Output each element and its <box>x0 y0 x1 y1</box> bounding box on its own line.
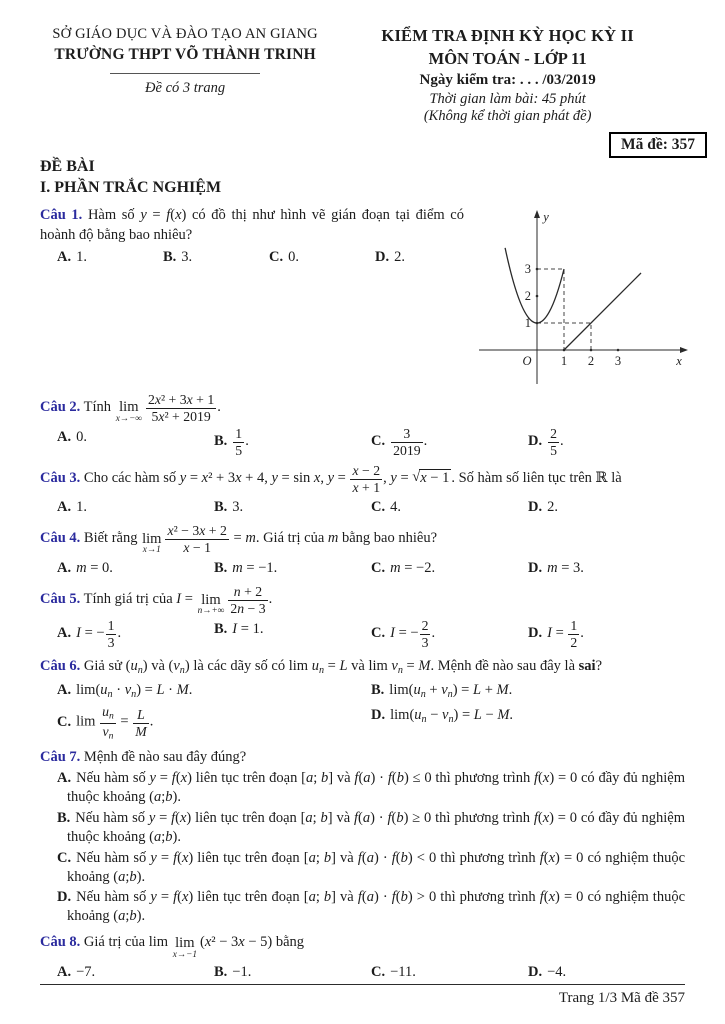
option-A: A. I = − $\frac{1}{3}$ . <box>57 617 122 650</box>
option-label: A. <box>57 559 72 576</box>
question-number: Câu 5. <box>40 591 81 608</box>
option-D: D. I = $\frac{1}{2}$ . <box>528 617 584 650</box>
x-tick-dot-2 <box>590 349 593 352</box>
options <box>40 619 685 650</box>
option-label: D. <box>371 707 386 724</box>
option-A: A. lim(un · vn) = L · M. <box>57 681 193 700</box>
school-name: TRƯỜNG THPT VÕ THÀNH TRINH <box>54 46 316 63</box>
options <box>40 962 685 983</box>
option-A: A. 1. <box>57 248 87 265</box>
option-label: C. <box>269 248 284 265</box>
option-B: B. −1. <box>214 964 252 981</box>
option-label: A. <box>57 625 72 642</box>
option-label: D. <box>528 964 543 981</box>
option-label: C. <box>371 625 386 642</box>
option-D: D. Nếu hàm số y = f(x) liên tục trên đoạn [a; b] và f(a) · f(b) > 0 thì phương trình f(x) = 0 có nghiệm thuộc khoảng (a;b). <box>57 889 686 925</box>
x-tick-label: 1 <box>560 354 568 368</box>
question-number: Câu 6. <box>40 658 81 674</box>
origin-label: O <box>522 354 532 368</box>
question-4 <box>40 524 685 579</box>
options <box>40 497 685 518</box>
question-7 <box>40 747 685 926</box>
option-C: C. $\frac{3}{2019}$ . <box>371 425 428 458</box>
line-curve <box>564 273 641 350</box>
options <box>40 769 685 926</box>
fraction: $\frac{x - 2}{x + 1}$ <box>352 462 381 495</box>
question-6 <box>40 656 685 741</box>
option-D: D. $\frac{2}{5}$ . <box>528 425 564 458</box>
question-body: Câu 3. Cho các hàm số y = x² + 3x + 4, y = sin x, y = $\frac{x - 2}{x + 1}$ , y = √x − 1 . Số hàm số liên tục trên ℝ là <box>40 462 622 495</box>
limit-operator: lim x→−∞ <box>115 399 142 425</box>
option-C: C. −11. <box>371 964 416 981</box>
option-D: D. lim(un − vn) = L − M. <box>371 707 514 726</box>
option-label: D. <box>375 248 390 265</box>
fraction: $\frac{3}{2019}$ <box>393 425 421 458</box>
option-B: B. lim(un + vn) = L + M. <box>371 681 513 700</box>
question-body: Câu 4. Biết rằng lim x→1 $\frac{\text{x² − 3x + 2}}{x - 1}$ = m. Giá trị của m bằng bao nhiêu? <box>40 522 438 556</box>
limit-operator: lim x→−1 <box>172 934 197 960</box>
limit-operator: lim n→+∞ <box>197 591 225 617</box>
option-C: C. 4. <box>371 498 401 515</box>
parabola-curve <box>505 248 564 323</box>
x-tick-label: 3 <box>614 354 622 368</box>
option-label: C. <box>371 964 386 981</box>
square-root: √x − 1 <box>412 468 450 486</box>
option-label: D. <box>528 625 543 642</box>
exam-code-badge: Mã đề: 357 <box>609 132 707 158</box>
option-A: A. 1. <box>57 498 87 515</box>
page-header <box>40 26 685 125</box>
option-label: D. <box>57 889 72 906</box>
question-8 <box>40 932 685 983</box>
page-footer <box>40 984 685 1007</box>
question-number: Câu 8. <box>40 934 81 951</box>
option-label: B. <box>214 432 228 449</box>
option-A: A. 0. <box>57 428 87 445</box>
y-tick-label: 3 <box>524 262 531 276</box>
option-label: A. <box>57 681 72 698</box>
page-number: Trang 1/3 Mã đề 357 <box>558 990 685 1006</box>
option-label: A. <box>57 770 72 787</box>
x-tick-dot-1 <box>563 349 566 352</box>
option-label: C. <box>57 849 72 866</box>
option-label: B. <box>371 681 385 698</box>
y-tick-dot-1 <box>536 322 539 325</box>
x-tick-label: 2 <box>587 354 595 368</box>
options <box>40 680 685 742</box>
option-C: C. m = −2. <box>371 559 436 576</box>
part-title: I. PHẦN TRẮC NGHIỆM <box>40 178 222 196</box>
option-label: B. <box>214 620 228 637</box>
exam-title: KIỂM TRA ĐỊNH KỲ HỌC KỲ II <box>381 26 634 45</box>
option-label: B. <box>214 498 228 515</box>
y-tick-label: 2 <box>524 289 531 303</box>
y-axis-arrow <box>534 210 540 218</box>
option-C: C. Nếu hàm số y = f(x) liên tục trên đoạn [a; b] và f(a) · f(b) < 0 thì phương trình f(x) = 0 có nghiệm thuộc khoảng (a;b). <box>57 849 686 885</box>
exam-duration-note: (Không kể thời gian phát đề) <box>423 108 592 124</box>
axis-label-x: x <box>676 354 682 368</box>
fraction: $\frac{1}{5}$ <box>235 425 243 458</box>
section-titles <box>40 157 685 199</box>
option-label: B. <box>163 248 177 265</box>
fraction: $\frac{L}{M}$ <box>135 706 147 739</box>
header-divider <box>110 73 260 74</box>
y-tick-dot-3 <box>536 268 539 271</box>
question-body: Câu 7. Mệnh đề nào sau đây đúng? <box>40 749 247 766</box>
y-tick-dot-2 <box>536 295 539 298</box>
question-number: Câu 1. <box>40 206 83 223</box>
question-body: Câu 5. Tính giá trị của I = lim n→+∞ $\frac{n + 2}{2n - 3}$ . <box>40 583 273 617</box>
fraction: $\frac{\text{x² − 3x + 2}}{x - 1}$ <box>167 522 227 555</box>
option-B: B. m = −1. <box>214 559 278 576</box>
question-number: Câu 4. <box>40 529 81 546</box>
question-number: Câu 3. <box>40 469 81 486</box>
option-B: B. 3. <box>163 248 193 265</box>
exam-duration: Thời gian làm bài: 45 phút <box>429 91 586 107</box>
option-A: A. −7. <box>57 964 96 981</box>
option-label: D. <box>528 559 543 576</box>
option-B: B. 3. <box>214 498 244 515</box>
option-B: B. $\frac{1}{5}$ . <box>214 425 249 458</box>
question-number: Câu 7. <box>40 749 81 766</box>
fraction: $\frac{2}{3}$ <box>421 617 429 650</box>
option-label: A. <box>57 964 72 981</box>
option-C: C. lim $\frac{un}{vn}$ = $\frac{L}{M}$ . <box>57 704 154 742</box>
y-tick-label: 1 <box>524 316 531 330</box>
fraction: $\frac{un}{vn}$ <box>102 704 114 742</box>
option-B: B. I = 1. <box>214 620 264 637</box>
exam-title-block <box>330 26 685 125</box>
limit-operator: lim x→1 <box>142 530 162 556</box>
question-3 <box>40 464 685 518</box>
option-label: B. <box>57 810 71 827</box>
option-C: C. 0. <box>269 248 299 265</box>
question-body: Câu 6. Giả sử (un) và (vn) là các dãy số có lim un = L và lim vn = M. Mệnh đề nào sau đây là sai? <box>40 658 602 676</box>
fraction: $\frac{1}{3}$ <box>107 617 115 650</box>
page-count-note: Đề có 3 trang <box>145 80 226 96</box>
option-label: A. <box>57 498 72 515</box>
exam-date: Ngày kiểm tra: . . . /03/2019 <box>419 72 596 88</box>
section-title: ĐỀ BÀI <box>40 158 95 175</box>
fraction: $\frac{2}{5}$ <box>550 425 557 458</box>
option-label: B. <box>214 559 228 576</box>
option-D: D. −4. <box>528 964 567 981</box>
school-block <box>40 26 330 125</box>
option-C: C. I = − $\frac{2}{3}$ . <box>371 617 436 650</box>
option-label: C. <box>57 714 72 730</box>
option-label: C. <box>371 559 386 576</box>
exam-subject: MÔN TOÁN - LỚP 11 <box>428 49 587 68</box>
question-body: Câu 2. Tính lim x→−∞ $\frac{\text{2x² + 3x + 1}}{\text{5x² + 2019}}$ . <box>40 391 221 425</box>
options <box>40 427 685 458</box>
option-D: D. 2. <box>528 498 558 515</box>
option-label: D. <box>528 498 543 515</box>
option-label: C. <box>371 432 386 449</box>
option-B: B. Nếu hàm số y = f(x) liên tục trên đoạn [a; b] và f(a) · f(b) ≥ 0 thì phương trình f(x) = 0 có đầy đủ nghiệm thuộc khoảng (a;b). <box>57 810 686 845</box>
options <box>40 558 685 579</box>
question-body: Câu 1. Hàm số y = f(x) có đồ thị như hình vẽ gián đoạn tại điểm có hoành độ bằng bao nhiêu? <box>40 206 464 243</box>
option-D: D. m = 3. <box>528 559 584 576</box>
fraction: $\frac{\text{2x² + 3x + 1}}{\text{5x² + 2019}}$ <box>147 391 215 424</box>
x-tick-dot-3 <box>617 349 620 352</box>
question-5 <box>40 585 685 650</box>
axis-label-y: y <box>543 210 549 224</box>
option-label: B. <box>214 964 228 981</box>
options <box>40 247 481 268</box>
option-label: D. <box>528 432 543 449</box>
department-name: SỞ GIÁO DỤC VÀ ĐÀO TẠO AN GIANG <box>52 26 318 42</box>
question-2 <box>40 393 685 458</box>
option-A: A. m = 0. <box>57 559 113 576</box>
fraction: $\frac{n + 2}{2n - 3}$ <box>230 583 266 616</box>
x-axis-arrow <box>680 347 688 353</box>
fraction: $\frac{1}{2}$ <box>570 617 578 650</box>
question-number: Câu 2. <box>40 398 81 415</box>
question-body: Câu 8. Giá trị của lim lim x→−1 (x² − 3x − 5) bằng <box>40 934 305 960</box>
function-graph <box>477 206 689 386</box>
option-label: C. <box>371 498 386 515</box>
option-label: A. <box>57 428 72 445</box>
option-A: A. Nếu hàm số y = f(x) liên tục trên đoạn [a; b] và f(a) · f(b) ≤ 0 thì phương trình f(x) = 0 có đầy đủ nghiệm thuộc khoảng (a;b). <box>57 770 686 806</box>
option-D: D. 2. <box>375 248 405 265</box>
option-label: A. <box>57 248 72 265</box>
